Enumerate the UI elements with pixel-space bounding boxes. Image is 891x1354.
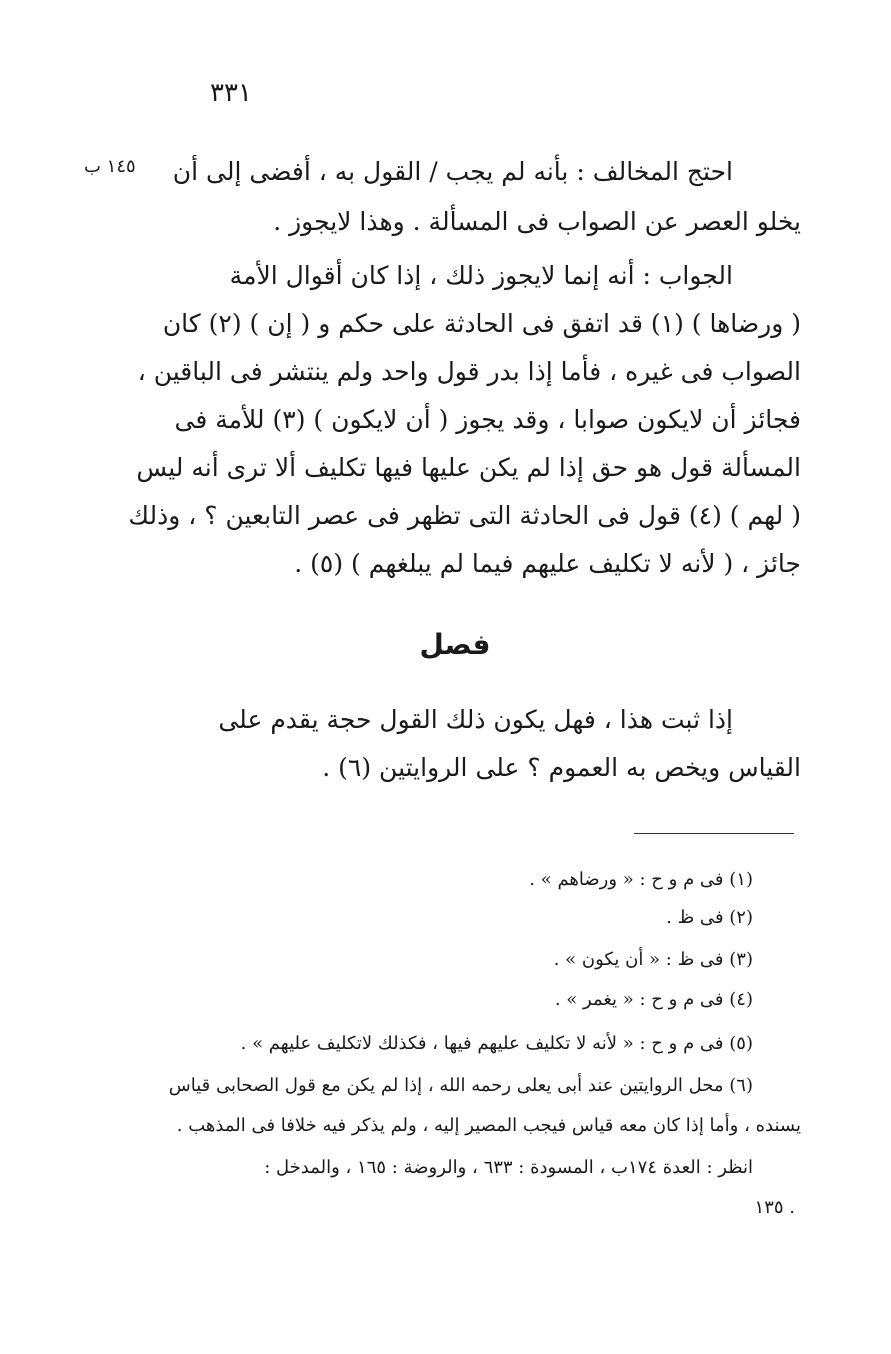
paragraph1-line-1: احتج المخالف : بأنه لم يجب / القول به ، أفضى إلى أن: [172, 157, 733, 186]
footnote-2: (٢) فى ظ .: [666, 907, 753, 928]
footnote-1: (١) فى م و ح : « ورضاهم » .: [529, 869, 753, 890]
paragraph2-line-4: فجائز أن لايكون صوابا ، وقد يجوز ( أن لايكون ) (٣) للأمة فى: [174, 405, 801, 434]
paragraph3-line-1: إذا ثبت هذا ، فهل يكون ذلك القول حجة يقدم على: [218, 705, 733, 734]
paragraph2-line-5: المسألة قول هو حق إذا لم يكن عليها فيها تكليف ألا ترى أنه ليس: [136, 453, 801, 482]
footnote-6-line-2: يسنده ، وأما إذا كان معه قياس فيجب المصير إليه ، ولم يذكر فيه خلافا فى المذهب .: [176, 1115, 801, 1136]
paragraph2-line-7: جائز ، ( لأنه لا تكليف عليهم فيما لم يبلغهم ) (٥) .: [294, 549, 801, 578]
manuscript-folio-note: ١٤٥ ب: [84, 156, 136, 177]
paragraph3-line-2: القياس ويخص به العموم ؟ على الروايتين (٦) .: [322, 753, 801, 782]
footnote-6-line-1: (٦) محل الروايتين عند أبى يعلى رحمه الله ، إذا لم يكن مع قول الصحابى قياس: [168, 1075, 753, 1096]
section-heading: فصل: [419, 628, 491, 661]
paragraph1-line-2: يخلو العصر عن الصواب فى المسألة . وهذا لايجوز .: [273, 207, 801, 236]
footnote-3: (٣) فى ظ : « أن يكون » .: [553, 949, 753, 970]
paragraph2-line-1: الجواب : أنه إنما لايجوز ذلك ، إذا كان أقوال الأمة: [229, 261, 733, 290]
footnote-6-line-4: . ١٣٥: [754, 1197, 795, 1218]
footnote-6-line-3: انظر : العدة ١٧٤ب ، المسودة : ٦٣٣ ، والروضة : ١٦٥ ، والمدخل :: [264, 1157, 753, 1178]
paragraph2-line-2: ( ورضاها ) (١) قد اتفق فى الحادثة على حكم و ( إن ) (٢) كان: [162, 309, 801, 338]
footnote-5: (٥) فى م و ح : « لأنه لا تكليف عليهم فيها ، فكذلك لاتكليف عليهم » .: [240, 1033, 753, 1054]
paragraph2-line-6: ( لهم ) (٤) قول فى الحادثة التى تظهر فى عصر التابعين ؟ ، وذلك: [128, 501, 801, 530]
footnote-4: (٤) فى م و ح : « يغمر » .: [554, 989, 753, 1010]
paragraph2-line-3: الصواب فى غيره ، فأما إذا بدر قول واحد ولم ينتشر فى الباقين ،: [137, 357, 801, 386]
page-number: ٣٣١: [210, 78, 252, 108]
footnote-separator: [634, 833, 794, 834]
